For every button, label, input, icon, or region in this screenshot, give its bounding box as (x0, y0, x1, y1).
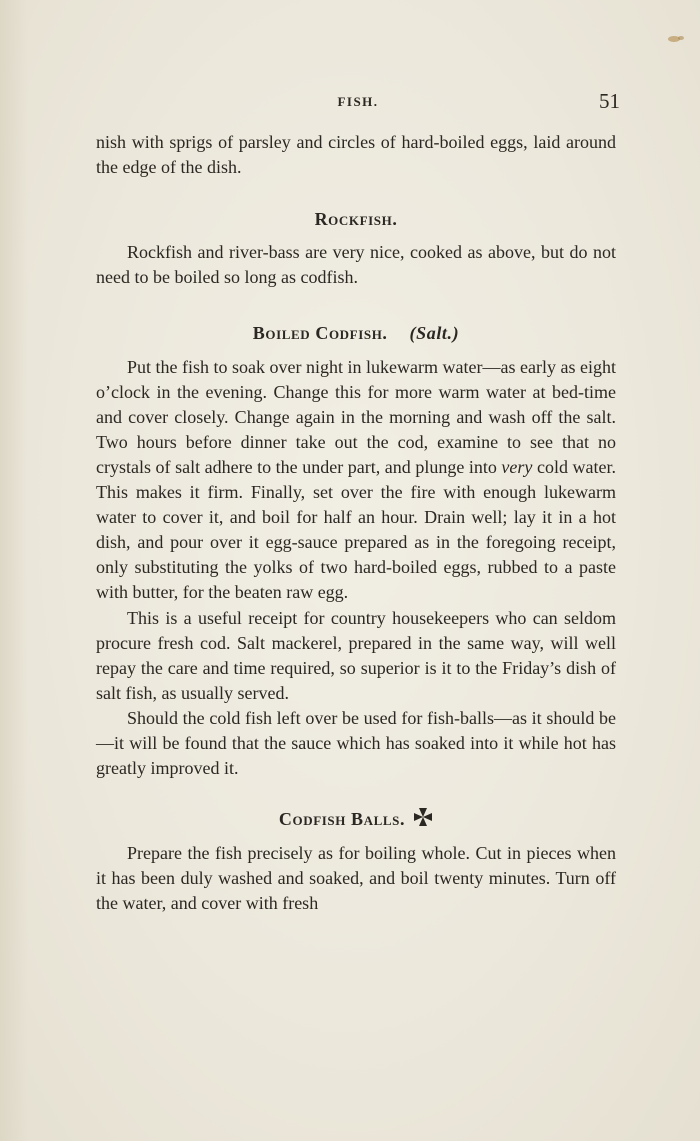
boiled-codfish-paragraph-2: This is a useful receipt for country housekeepers who can seldom procure fresh cod. Salt mackerel, prepared in the same way, will well repay the care and time required, so superior is it to the Friday’s dish of salt fish, as usually served. (96, 607, 616, 703)
section-heading-boiled-codfish (96, 321, 616, 346)
codfish-balls-title: Codfish Balls. (278, 809, 406, 830)
boiled-codfish-text-a: Put the fish to soak over night in lukewarm water—as early as eight o’clock in the evening. Change this for more warm water at bed-time and cover closely. Change again in the morning and wash off the salt. Two hours before dinner take out the cod, examine to see that no crystals of salt adhere to the under part, and plunge into (96, 356, 616, 477)
gutter-shadow (0, 0, 28, 1141)
boiled-codfish-paragraph-1 (96, 355, 616, 606)
section-heading-rockfish: Rockfish. (314, 209, 398, 230)
page-body (96, 130, 616, 917)
boiled-codfish-note: (Salt.) (409, 323, 460, 344)
page-header (96, 90, 620, 116)
boiled-codfish-paragraph-3: Should the cold fish left over be used for fish-balls—as it should be—it will be found that the sauce which has soaked into it while hot has greatly improved it. (96, 707, 616, 779)
maltese-cross-icon (413, 807, 433, 827)
section-heading-codfish-balls (96, 807, 616, 832)
boiled-codfish-title: Boiled Codfish. (252, 323, 388, 344)
page-number: 51 (599, 89, 620, 113)
rockfish-paragraph: Rockfish and river-bass are very nice, cooked as above, but do not need to be boiled so long as codfish. (96, 242, 616, 288)
paper-blemish (666, 34, 686, 44)
codfish-balls-paragraph: Prepare the fish precisely as for boiling whole. Cut in pieces when it has been duly washed and soaked, and boil twenty minutes. Turn off the water, and cover with fresh (96, 843, 616, 914)
running-head: FISH. (337, 94, 379, 109)
boiled-codfish-text-b: cold water. This makes it firm. Finally, set over the fire with enough lukewarm water to cover it, and boil for half an hour. Drain well; lay it in a hot dish, and pour over it egg-sauce prepared as in the foregoing receipt, only substituting the yolks of two hard-boiled eggs, rubbed to a paste with butter, for the beaten raw egg. (96, 456, 616, 603)
boiled-codfish-emphasis: very (501, 456, 533, 477)
continuation-paragraph: nish with sprigs of parsley and circles of hard-boiled eggs, laid around the edge of the dish. (96, 132, 616, 178)
